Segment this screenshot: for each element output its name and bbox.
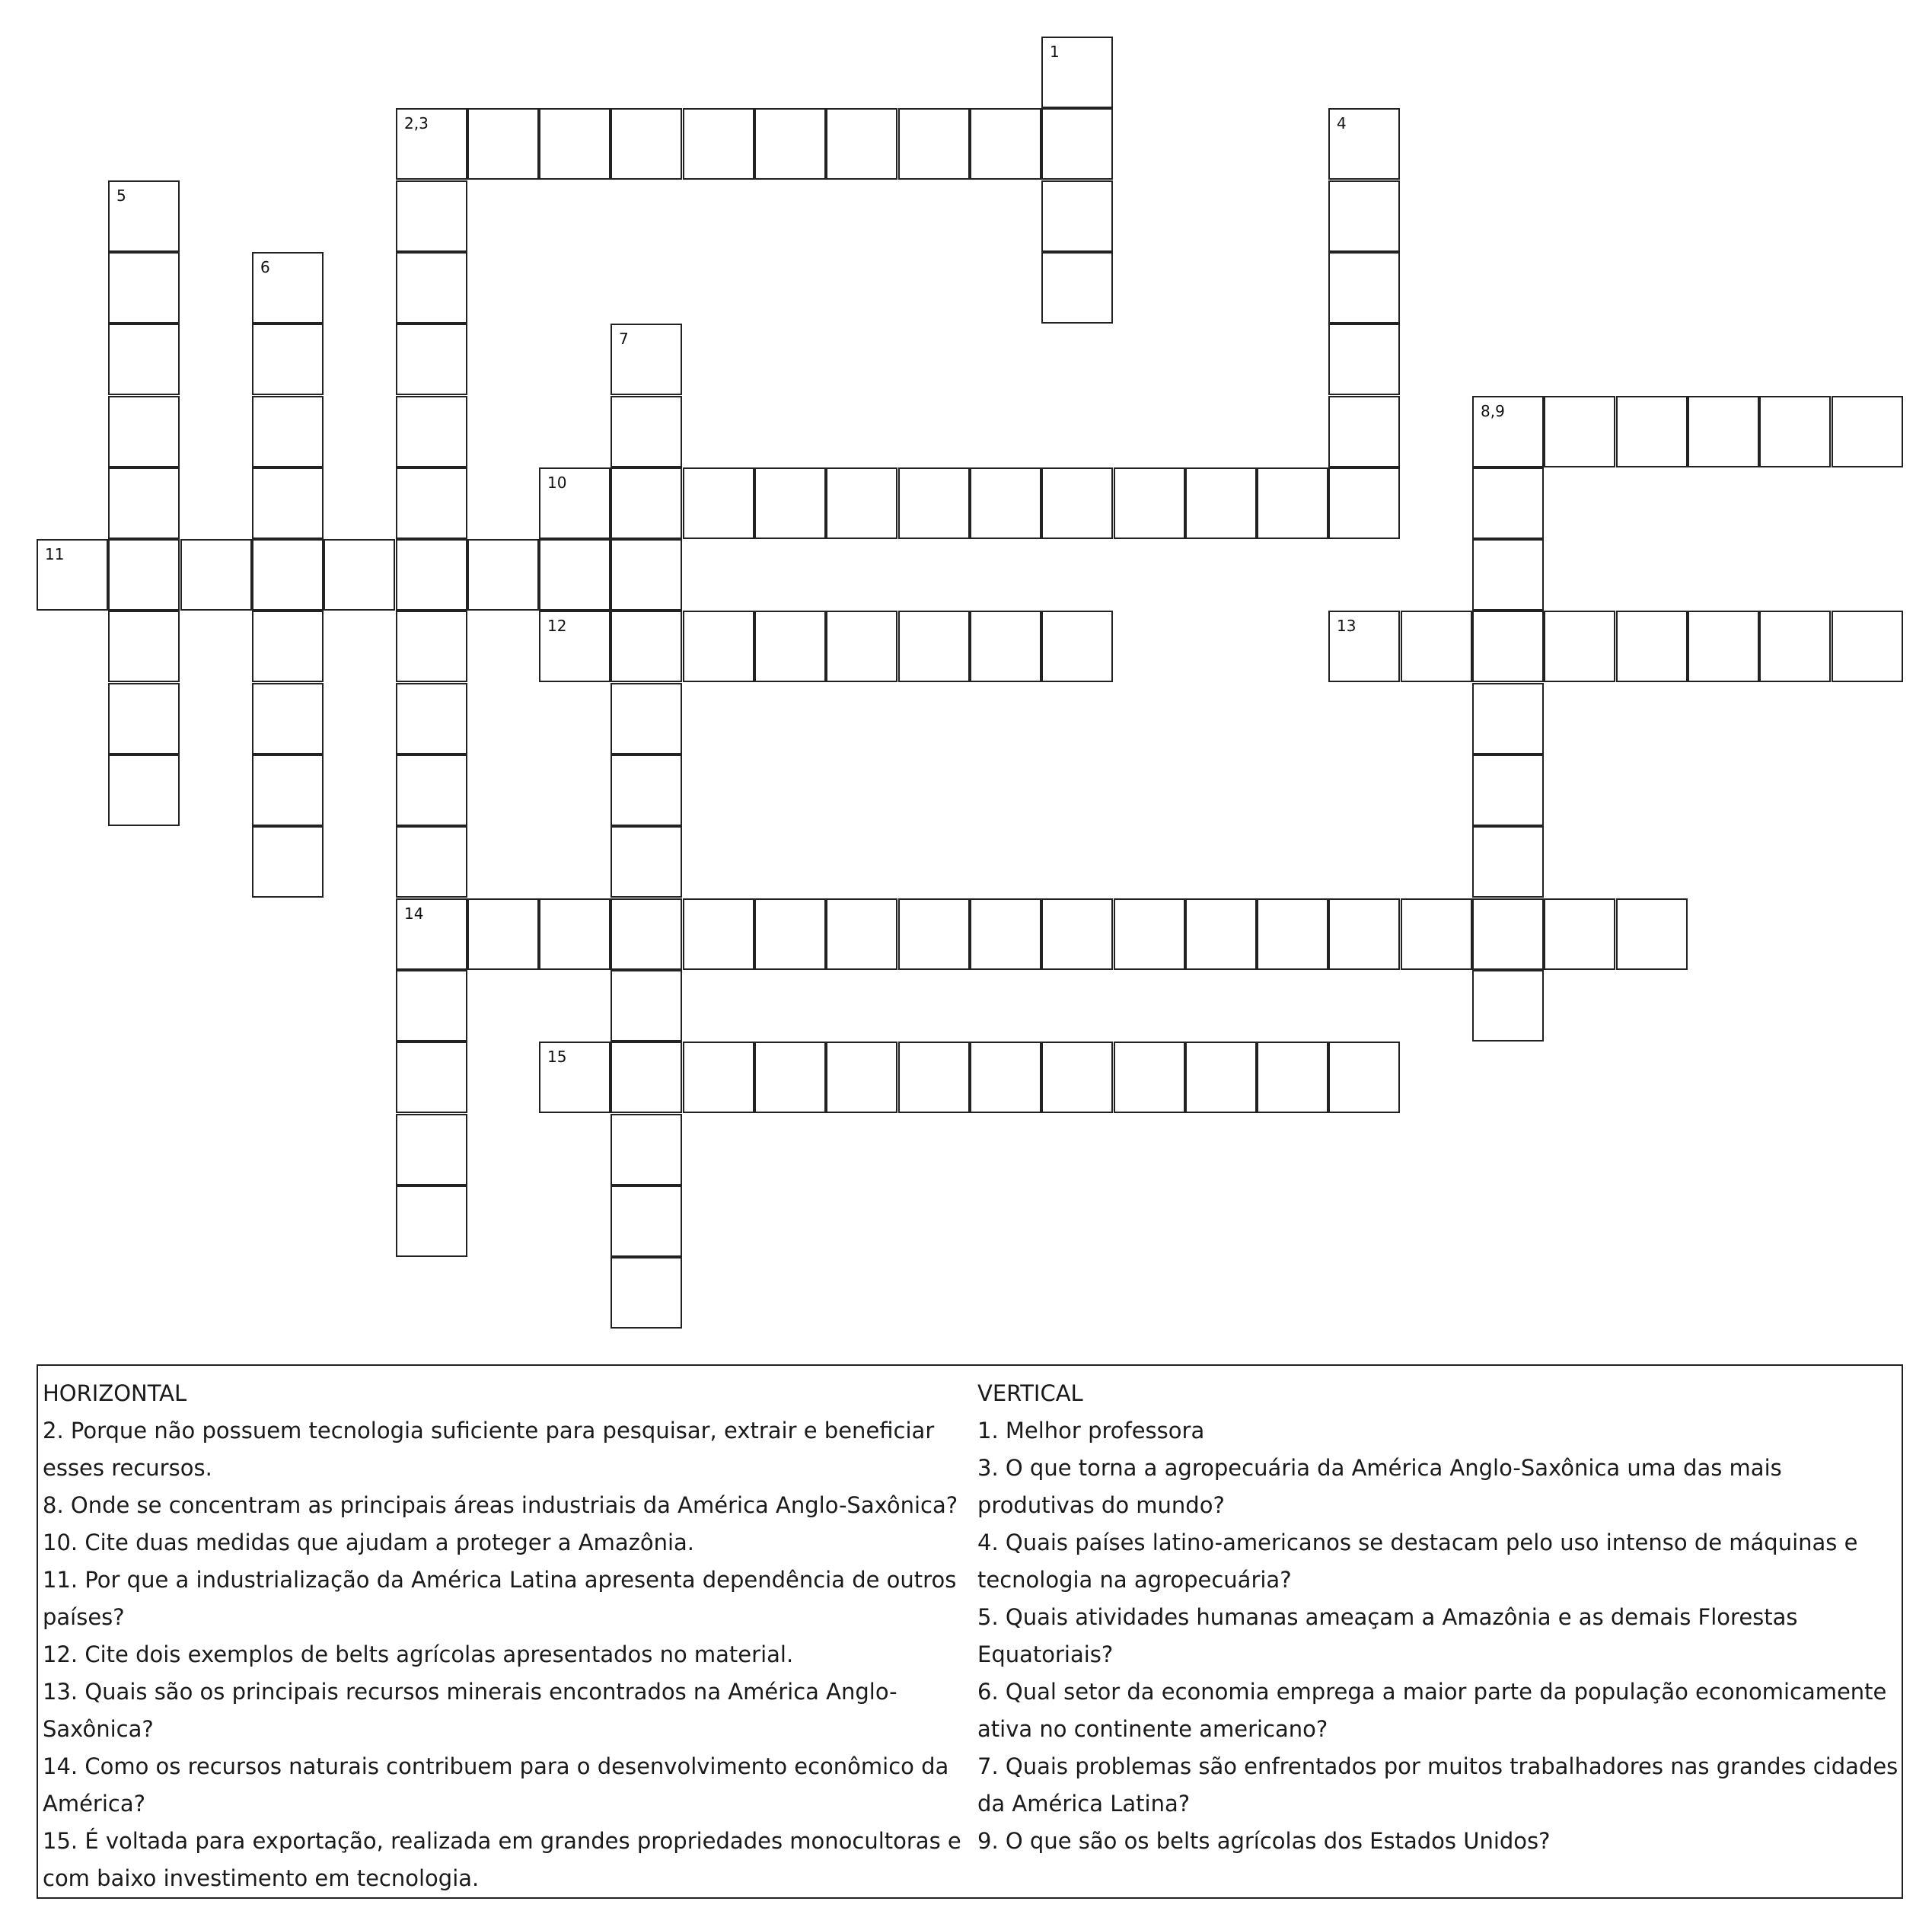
clue-number: 10 xyxy=(547,474,567,492)
grid-cell[interactable] xyxy=(539,898,611,970)
grid-cell[interactable] xyxy=(1257,1042,1328,1113)
grid-cell[interactable] xyxy=(1401,611,1472,682)
grid-cell[interactable] xyxy=(252,324,324,395)
grid-cell[interactable] xyxy=(108,467,180,539)
grid-cell-start-4[interactable] xyxy=(1328,108,1400,180)
grid-cell[interactable] xyxy=(396,252,467,324)
grid-cell[interactable] xyxy=(1832,396,1903,467)
grid-cell[interactable] xyxy=(1544,898,1615,970)
clue-number: 1 xyxy=(1050,43,1060,61)
grid-cell[interactable] xyxy=(396,467,467,539)
grid-cell[interactable] xyxy=(252,683,324,754)
grid-cell-start-13[interactable] xyxy=(1328,611,1400,682)
grid-cell[interactable] xyxy=(898,467,970,539)
grid-cell[interactable] xyxy=(396,396,467,467)
grid-cell[interactable] xyxy=(108,611,180,682)
grid-cell[interactable] xyxy=(252,396,324,467)
grid-cell[interactable] xyxy=(826,611,897,682)
grid-cell[interactable] xyxy=(611,826,682,898)
grid-cell[interactable] xyxy=(826,898,897,970)
clue-h-14: 14. Como os recursos naturais contribuem para o desenvolvimento econômico da América? xyxy=(43,1753,949,1817)
grid-cell[interactable] xyxy=(611,970,682,1042)
grid-cell[interactable] xyxy=(467,898,539,970)
grid-cell[interactable] xyxy=(1041,467,1113,539)
grid-cell[interactable] xyxy=(1616,611,1688,682)
grid-cell[interactable] xyxy=(396,180,467,252)
clue-v-1: 1. Melhor professora xyxy=(977,1418,1205,1444)
grid-cell[interactable] xyxy=(396,324,467,395)
grid-cell[interactable] xyxy=(1472,754,1544,826)
grid-cell[interactable] xyxy=(826,1042,897,1113)
grid-cell[interactable] xyxy=(396,683,467,754)
grid-cell[interactable] xyxy=(396,1042,467,1113)
grid-cell[interactable] xyxy=(1328,1042,1400,1113)
grid-cell[interactable] xyxy=(611,539,682,611)
grid-cell-start-5[interactable] xyxy=(108,180,180,252)
grid-cell[interactable] xyxy=(1472,683,1544,754)
grid-cell[interactable] xyxy=(683,1042,754,1113)
grid-cell[interactable] xyxy=(611,611,682,682)
grid-cell[interactable] xyxy=(611,396,682,467)
grid-cell-start-15[interactable] xyxy=(539,1042,611,1113)
grid-cell[interactable] xyxy=(1688,611,1759,682)
grid-cell-start-14[interactable] xyxy=(396,898,467,970)
grid-cell[interactable] xyxy=(324,539,395,611)
clue-h-13: 13. Quais são os principais recursos minerais encontrados na América Anglo-Saxônica? xyxy=(43,1679,897,1742)
grid-cell[interactable] xyxy=(396,754,467,826)
grid-cell[interactable] xyxy=(396,611,467,682)
clue-h-10: 10. Cite duas medidas que ajudam a proteger a Amazônia. xyxy=(43,1530,694,1555)
grid-cell[interactable] xyxy=(108,396,180,467)
clue-number: 2,3 xyxy=(404,114,429,132)
grid-cell[interactable] xyxy=(611,1185,682,1257)
horizontal-heading: HORIZONTAL xyxy=(43,1380,187,1406)
grid-cell[interactable] xyxy=(1257,898,1328,970)
grid-cell[interactable] xyxy=(396,539,467,611)
grid-cell[interactable] xyxy=(180,539,252,611)
grid-cell[interactable] xyxy=(1041,252,1113,324)
grid-cell[interactable] xyxy=(611,754,682,826)
grid-cell[interactable] xyxy=(108,683,180,754)
grid-cell[interactable] xyxy=(1401,898,1472,970)
clue-number: 14 xyxy=(404,904,424,923)
grid-cell[interactable] xyxy=(1472,539,1544,611)
grid-cell[interactable] xyxy=(396,1185,467,1257)
grid-cell[interactable] xyxy=(1114,898,1185,970)
clue-number: 5 xyxy=(116,187,126,205)
grid-cell[interactable] xyxy=(1328,324,1400,395)
grid-cell[interactable] xyxy=(1114,467,1185,539)
grid-cell[interactable] xyxy=(1328,396,1400,467)
grid-cell[interactable] xyxy=(396,826,467,898)
grid-cell-start-7[interactable] xyxy=(611,324,682,395)
grid-cell[interactable] xyxy=(252,826,324,898)
grid-cell[interactable] xyxy=(1832,611,1903,682)
clue-number: 15 xyxy=(547,1048,567,1066)
grid-cell-start-10[interactable] xyxy=(539,467,611,539)
clue-h-11: 11. Por que a industrialização da América Latina apresenta dependência de outros países? xyxy=(43,1567,957,1630)
grid-cell[interactable] xyxy=(683,611,754,682)
grid-cell[interactable] xyxy=(1616,898,1688,970)
grid-cell[interactable] xyxy=(1759,396,1831,467)
grid-cell[interactable] xyxy=(539,108,611,180)
grid-cell[interactable] xyxy=(1472,898,1544,970)
grid-cell[interactable] xyxy=(1257,467,1328,539)
grid-cell[interactable] xyxy=(396,1114,467,1185)
clue-h-2: 2. Porque não possuem tecnologia suficiente para pesquisar, extrair e beneficiar esses recursos. xyxy=(43,1418,935,1481)
grid-cell[interactable] xyxy=(970,898,1041,970)
grid-cell-start-2-3[interactable] xyxy=(396,108,467,180)
grid-cell[interactable] xyxy=(467,539,539,611)
grid-cell[interactable] xyxy=(1544,396,1615,467)
clue-v-3: 3. O que torna a agropecuária da América Anglo-Saxônica uma das mais produtivas do mundo? xyxy=(977,1455,1782,1518)
grid-cell[interactable] xyxy=(1328,467,1400,539)
clue-h-15: 15. É voltada para exportação, realizada em grandes propriedades monocultoras e com baixo investimento em tecnologia. xyxy=(43,1828,961,1891)
grid-cell[interactable] xyxy=(539,539,611,611)
grid-cell[interactable] xyxy=(1041,108,1113,180)
grid-cell[interactable] xyxy=(683,898,754,970)
grid-cell[interactable] xyxy=(970,467,1041,539)
grid-cell[interactable] xyxy=(754,1042,826,1113)
clue-v-4: 4. Quais países latino-americanos se destacam pelo uso intenso de máquinas e tecnologia na agropecuária? xyxy=(977,1530,1858,1593)
grid-cell-start-6[interactable] xyxy=(252,252,324,324)
grid-cell[interactable] xyxy=(1041,898,1113,970)
grid-cell[interactable] xyxy=(252,539,324,611)
grid-cell[interactable] xyxy=(611,467,682,539)
grid-cell[interactable] xyxy=(1328,180,1400,252)
grid-cell[interactable] xyxy=(683,467,754,539)
grid-cell[interactable] xyxy=(754,898,826,970)
grid-cell[interactable] xyxy=(1041,180,1113,252)
grid-cell[interactable] xyxy=(396,970,467,1042)
clue-number: 13 xyxy=(1337,617,1357,635)
grid-cell[interactable] xyxy=(611,1042,682,1113)
grid-cell[interactable] xyxy=(898,611,970,682)
grid-cell[interactable] xyxy=(611,1257,682,1329)
grid-cell[interactable] xyxy=(1185,467,1257,539)
clue-number: 8,9 xyxy=(1481,402,1505,420)
grid-cell[interactable] xyxy=(1472,826,1544,898)
grid-cell[interactable] xyxy=(826,108,897,180)
clue-v-5: 5. Quais atividades humanas ameaçam a Amazônia e as demais Florestas Equatoriais? xyxy=(977,1604,1798,1667)
grid-cell[interactable] xyxy=(108,539,180,611)
grid-cell[interactable] xyxy=(1328,898,1400,970)
grid-cell[interactable] xyxy=(898,108,970,180)
grid-cell-start-11[interactable] xyxy=(37,539,108,611)
grid-cell[interactable] xyxy=(898,1042,970,1113)
grid-cell[interactable] xyxy=(1041,611,1113,682)
grid-cell[interactable] xyxy=(1616,396,1688,467)
horizontal-clues xyxy=(43,1375,968,1897)
grid-cell[interactable] xyxy=(1688,396,1759,467)
grid-cell[interactable] xyxy=(826,467,897,539)
grid-cell[interactable] xyxy=(108,754,180,826)
clue-number: 7 xyxy=(619,330,629,348)
grid-cell[interactable] xyxy=(1759,611,1831,682)
clues-box xyxy=(37,1364,1903,1899)
clue-number: 11 xyxy=(45,545,65,563)
grid-cell[interactable] xyxy=(754,611,826,682)
grid-cell[interactable] xyxy=(1328,252,1400,324)
grid-cell[interactable] xyxy=(1185,1042,1257,1113)
grid-cell[interactable] xyxy=(970,108,1041,180)
clue-number: 4 xyxy=(1337,114,1347,132)
clue-h-12: 12. Cite dois exemplos de belts agrícolas apresentados no material. xyxy=(43,1641,794,1667)
grid-cell[interactable] xyxy=(1544,611,1615,682)
grid-cell[interactable] xyxy=(467,108,539,180)
grid-cell[interactable] xyxy=(970,611,1041,682)
clue-number: 12 xyxy=(547,617,567,635)
grid-cell-start-1[interactable] xyxy=(1041,37,1113,108)
grid-cell[interactable] xyxy=(1114,1042,1185,1113)
grid-cell[interactable] xyxy=(683,108,754,180)
grid-cell[interactable] xyxy=(1472,467,1544,539)
grid-cell[interactable] xyxy=(1185,898,1257,970)
grid-cell[interactable] xyxy=(611,108,682,180)
vertical-heading: VERTICAL xyxy=(977,1380,1083,1406)
clue-v-6: 6. Qual setor da economia emprega a maior parte da população economicamente ativa no continente americano? xyxy=(977,1679,1887,1742)
grid-cell[interactable] xyxy=(1041,1042,1113,1113)
grid-cell-start-12[interactable] xyxy=(539,611,611,682)
grid-cell[interactable] xyxy=(252,467,324,539)
grid-cell[interactable] xyxy=(898,898,970,970)
grid-cell[interactable] xyxy=(108,252,180,324)
grid-cell[interactable] xyxy=(108,324,180,395)
grid-cell[interactable] xyxy=(754,467,826,539)
clue-h-8: 8. Onde se concentram as principais áreas industriais da América Anglo-Saxônica? xyxy=(43,1492,958,1518)
clue-v-7: 7. Quais problemas são enfrentados por muitos trabalhadores nas grandes cidades da América Latina? xyxy=(977,1753,1899,1817)
grid-cell[interactable] xyxy=(1472,970,1544,1042)
grid-cell[interactable] xyxy=(611,683,682,754)
clue-v-9: 9. O que são os belts agrícolas dos Estados Unidos? xyxy=(977,1828,1551,1854)
grid-cell[interactable] xyxy=(754,108,826,180)
grid-cell[interactable] xyxy=(970,1042,1041,1113)
grid-cell[interactable] xyxy=(252,611,324,682)
clue-number: 6 xyxy=(260,258,270,276)
grid-cell[interactable] xyxy=(252,754,324,826)
grid-cell[interactable] xyxy=(611,1114,682,1185)
grid-cell[interactable] xyxy=(611,898,682,970)
grid-cell[interactable] xyxy=(1472,611,1544,682)
vertical-clues xyxy=(977,1375,1899,1860)
grid-cell-start-8-9[interactable] xyxy=(1472,396,1544,467)
